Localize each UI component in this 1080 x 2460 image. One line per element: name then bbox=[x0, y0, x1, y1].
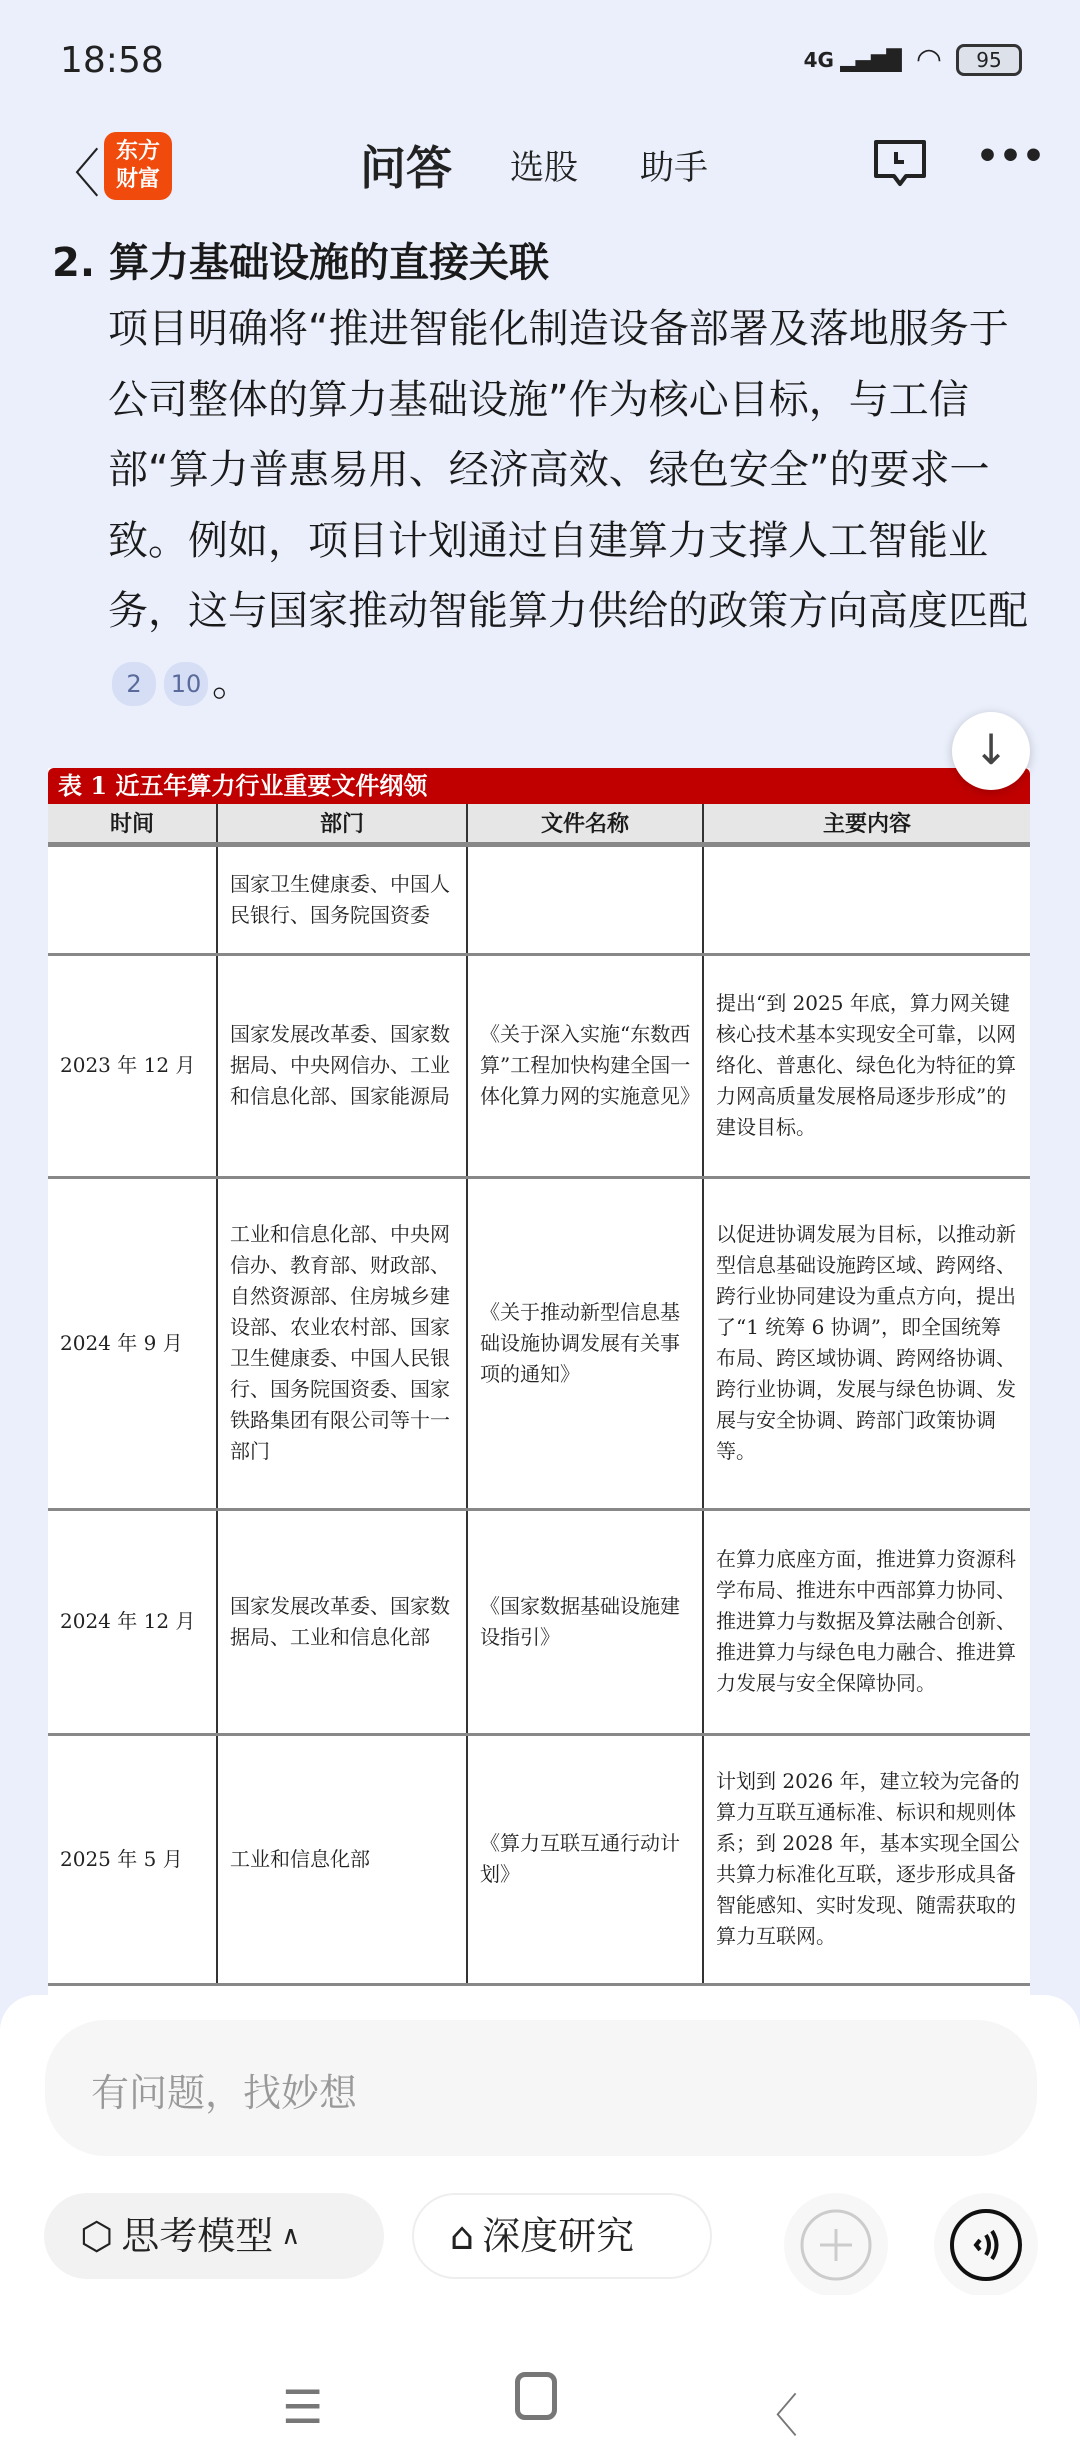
cell-time: 2024 年 12 月 bbox=[48, 1509, 217, 1734]
table-caption: 表 1 近五年算力行业重要文件纲领 bbox=[48, 768, 1030, 804]
header-doc: 文件名称 bbox=[467, 804, 703, 844]
cell-content: 在算力底座方面，推进算力资源科学布局、推进东中西部算力协同、推进算力与数据及算法融合创新、推进算力与绿色电力融合、推进算力发展与安全保障协同。 bbox=[703, 1509, 1030, 1734]
table-row bbox=[48, 1177, 1030, 1509]
chevron-up-icon: ∧ bbox=[281, 2221, 301, 2251]
cell-dept: 工业和信息化部、中央网信办、教育部、财政部、自然资源部、住房城乡建设部、农业农村部、国家卫生健康委、中国人民银行、国务院国资委、国家铁路集团有限公司等十一部门 bbox=[217, 1177, 467, 1509]
table-row bbox=[48, 1509, 1030, 1734]
tab-stock-picker[interactable]: 选股 bbox=[510, 148, 578, 188]
answer-content bbox=[52, 232, 1042, 717]
system-icons bbox=[804, 42, 1022, 77]
table-row bbox=[48, 844, 1030, 954]
back-button[interactable]: 〈 bbox=[48, 145, 101, 205]
plus-icon bbox=[798, 2207, 874, 2283]
cell-dept: 国家发展改革委、国家数据局、中央网信办、工业和信息化部、国家能源局 bbox=[217, 954, 467, 1177]
voice-button[interactable] bbox=[934, 2193, 1038, 2297]
table-row bbox=[48, 1734, 1030, 1984]
think-model-button[interactable] bbox=[44, 2193, 384, 2279]
citation-badge[interactable]: 10 bbox=[164, 662, 208, 706]
header-content: 主要内容 bbox=[703, 804, 1030, 844]
policy-table bbox=[48, 804, 1030, 1986]
cell-dept: 工业和信息化部 bbox=[217, 1734, 467, 1984]
deep-research-button[interactable] bbox=[412, 2193, 712, 2279]
cell-content: 以促进协调发展为目标，以推动新型信息基础设施跨区域、跨网络、跨行业协同建设为重点方向，提出了“1 统筹 6 协调”，即全国统筹布局、跨区域协调、跨网络协调、跨行业协调，发展与绿色协调、发展与安全协调、跨部门政策协调等。 bbox=[703, 1177, 1030, 1509]
cell-content bbox=[703, 844, 1030, 954]
deep-research-label: 深度研究 bbox=[482, 2214, 635, 2258]
status-bar bbox=[0, 0, 1080, 120]
header-dept: 部门 bbox=[217, 804, 467, 844]
battery-icon: 95 bbox=[956, 44, 1022, 76]
more-icon[interactable]: ••• bbox=[976, 136, 1046, 177]
cell-dept: 国家卫生健康委、中国人民银行、国务院国资委 bbox=[217, 844, 467, 954]
cell-doc: 《关于深入实施“东数西算”工程加快构建全国一体化算力网的实施意见》 bbox=[467, 954, 703, 1177]
recent-apps-icon[interactable]: ☰ bbox=[282, 2380, 324, 2434]
back-nav-icon[interactable]: 〈 bbox=[752, 2389, 798, 2443]
home-icon[interactable] bbox=[515, 2372, 557, 2420]
tab-qa[interactable]: 问答 bbox=[360, 141, 452, 195]
think-model-label: 思考模型 bbox=[121, 2214, 274, 2258]
paragraph-end: 。 bbox=[212, 658, 252, 705]
cell-dept: 国家发展改革委、国家数据局、工业和信息化部 bbox=[217, 1509, 467, 1734]
clock: 18:58 bbox=[60, 40, 164, 81]
question-input[interactable]: 有问题，找妙想 bbox=[45, 2020, 1037, 2156]
cell-doc: 《关于推动新型信息基础设施协调发展有关事项的通知》 bbox=[467, 1177, 703, 1509]
answer-paragraph bbox=[52, 294, 1042, 717]
section-heading: 2. 算力基础设施的直接关联 bbox=[52, 240, 549, 286]
add-button[interactable] bbox=[784, 2193, 888, 2297]
cell-time: 2025 年 5 月 bbox=[48, 1734, 217, 1984]
paragraph-text: 项目明确将“推进智能化制造设备部署及落地服务于公司整体的算力基础设施”作为核心目标，与工信部“算力普惠易用、经济高效、绿色安全”的要求一致。例如，项目计划通过自建算力支撑人工智能业务，这与国家推动智能算力供给的政策方向高度匹配 bbox=[108, 306, 1028, 634]
cell-doc: 《国家数据基础设施建设指引》 bbox=[467, 1509, 703, 1734]
cell-content: 提出“到 2025 年底，算力网关键核心技术基本实现安全可靠，以网络化、普惠化、绿色化为特征的算力网高质量发展格局逐步形成”的建设目标。 bbox=[703, 954, 1030, 1177]
tab-assistant[interactable]: 助手 bbox=[640, 148, 708, 188]
cell-doc: 《算力互联互通行动计划》 bbox=[467, 1734, 703, 1984]
table-header-row bbox=[48, 804, 1030, 844]
cell-content: 计划到 2026 年，建立较为完备的算力互联互通标准、标识和规则体系；到 2028 年，基本实现全国公共算力标准化互联，逐步形成具备智能感知、实时发现、随需获取的算力互联网。 bbox=[703, 1734, 1030, 1984]
wifi-icon: ◠ bbox=[915, 42, 942, 77]
app-logo: 东方财富 bbox=[104, 132, 172, 200]
voice-icon bbox=[948, 2207, 1024, 2283]
network-type: 4G bbox=[803, 47, 834, 72]
signal-icon: 4G ▂▄▆█ bbox=[803, 47, 902, 72]
monitor-pulse-icon: ⌂ bbox=[450, 2214, 475, 2258]
header-time: 时间 bbox=[48, 804, 217, 844]
model-cube-icon: ⬡ bbox=[80, 2214, 114, 2258]
table-image bbox=[48, 768, 1030, 1995]
cell-time bbox=[48, 844, 217, 954]
arrow-down-icon: ↓ bbox=[973, 725, 1009, 774]
table-row bbox=[48, 954, 1030, 1177]
cell-doc bbox=[467, 844, 703, 954]
scroll-down-button[interactable] bbox=[952, 712, 1030, 790]
cell-time: 2024 年 9 月 bbox=[48, 1177, 217, 1509]
chat-history-icon[interactable] bbox=[870, 138, 930, 190]
citation-badge[interactable]: 2 bbox=[112, 662, 156, 706]
cell-time: 2023 年 12 月 bbox=[48, 954, 217, 1177]
